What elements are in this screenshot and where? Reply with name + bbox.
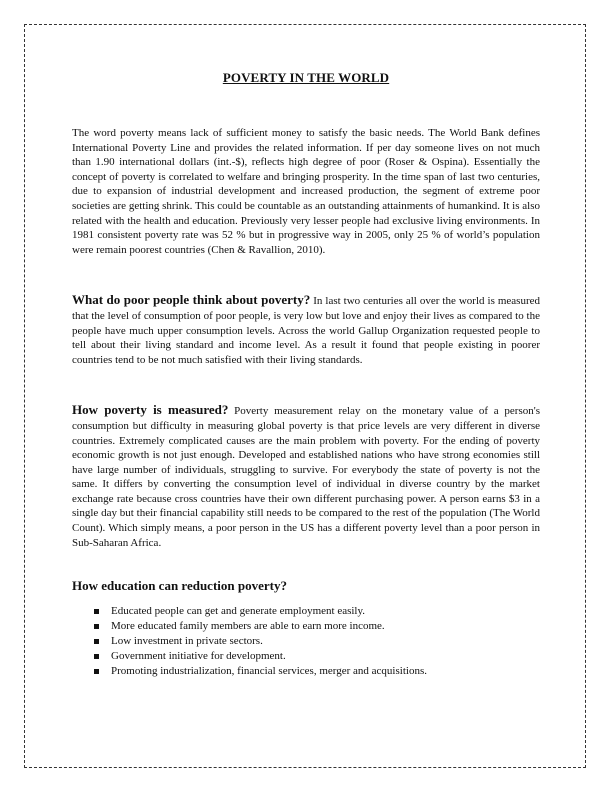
education-bullet-list — [72, 604, 540, 679]
list-item-text: Low investment in private sectors. — [111, 635, 263, 648]
section-education-heading: How education can reduction poverty? — [72, 578, 287, 594]
intro-paragraph: The word poverty means lack of sufficient money to satisfy the basic needs. The World Bank defines International Poverty Line and provides the related information. If per day someone lives on not much than 1.90 international dollars (int.-$), reflects high degree of poor (Roser & Ospina). Essentially the concept of poverty is correlated to welfare and bringing prosperity. In the time span of last two centuries, due to expansion of industrial development and increased production, the segment of extreme poor societies are getting shrink. This could be countable as an outstanding attainments of humankind. It is also related with the health and education. Previously very lesser people had exclusive living environments. In 1981 consistent poverty rate was 52 % but in progressive way in 2005, only 25 % of world’s population were remain poorest countries (Chen & Ravallion, 2010). — [72, 127, 540, 256]
spacer — [72, 550, 540, 578]
section-poor-people-text: In last two centuries all over the world is measured that the level of consumption of poor people, is very low but love and enjoy their lives as compared to the people have much upper consumption levels. Across the world Gallup Organization requested people to tell about their living standard and income level. As a result it found that people existing in poorer countries tend to be not much satisfied with their living standards. — [72, 295, 541, 366]
list-item — [94, 619, 540, 634]
section-measurement-paragraph — [72, 403, 540, 550]
section-poor-people-paragraph — [72, 293, 540, 367]
list-item-text: Government initiative for development. — [111, 650, 286, 663]
square-bullet-icon — [94, 639, 99, 644]
list-item — [94, 664, 540, 679]
section-poor-people-heading: What do poor people think about poverty? — [72, 292, 311, 308]
spacer — [72, 257, 540, 293]
list-item-text: Promoting industrialization, financial services, merger and acquisitions. — [111, 665, 427, 678]
section-measurement-text: Poverty measurement relay on the monetary value of a person's consumption but difficulty in measuring global poverty is that price levels are very different in diverse countries. Extremely complicated causes are the main problem with poverty. For the ending of poverty economic growth is not just enough. Developed and established nations who have strong economies still have large number of individuals, struggling to survive. For everybody the state of poverty is not the same. It differs by converting the consumption level of individual in diverse country by the market exchange rate because cross countries have their own different purchasing power. A person earns $3 in a single day but their financial capability still needs to be compared to the rest of the population (The World Count). Which simply means, a poor person in the US has a different poverty level than a poor person in Sub-Saharan Africa. — [72, 405, 540, 549]
list-item-text: More educated family members are able to earn more income. — [111, 620, 385, 633]
section-measurement-heading: How poverty is measured? — [72, 402, 229, 418]
list-item — [94, 604, 540, 619]
square-bullet-icon — [94, 669, 99, 674]
square-bullet-icon — [94, 609, 99, 614]
document-title: POVERTY IN THE WORLD — [222, 70, 390, 85]
document-body — [72, 70, 540, 679]
list-item — [94, 634, 540, 649]
spacer — [72, 367, 540, 403]
square-bullet-icon — [94, 654, 99, 659]
list-item-text: Educated people can get and generate employment easily. — [111, 605, 366, 618]
list-item — [94, 649, 540, 664]
square-bullet-icon — [94, 624, 99, 629]
